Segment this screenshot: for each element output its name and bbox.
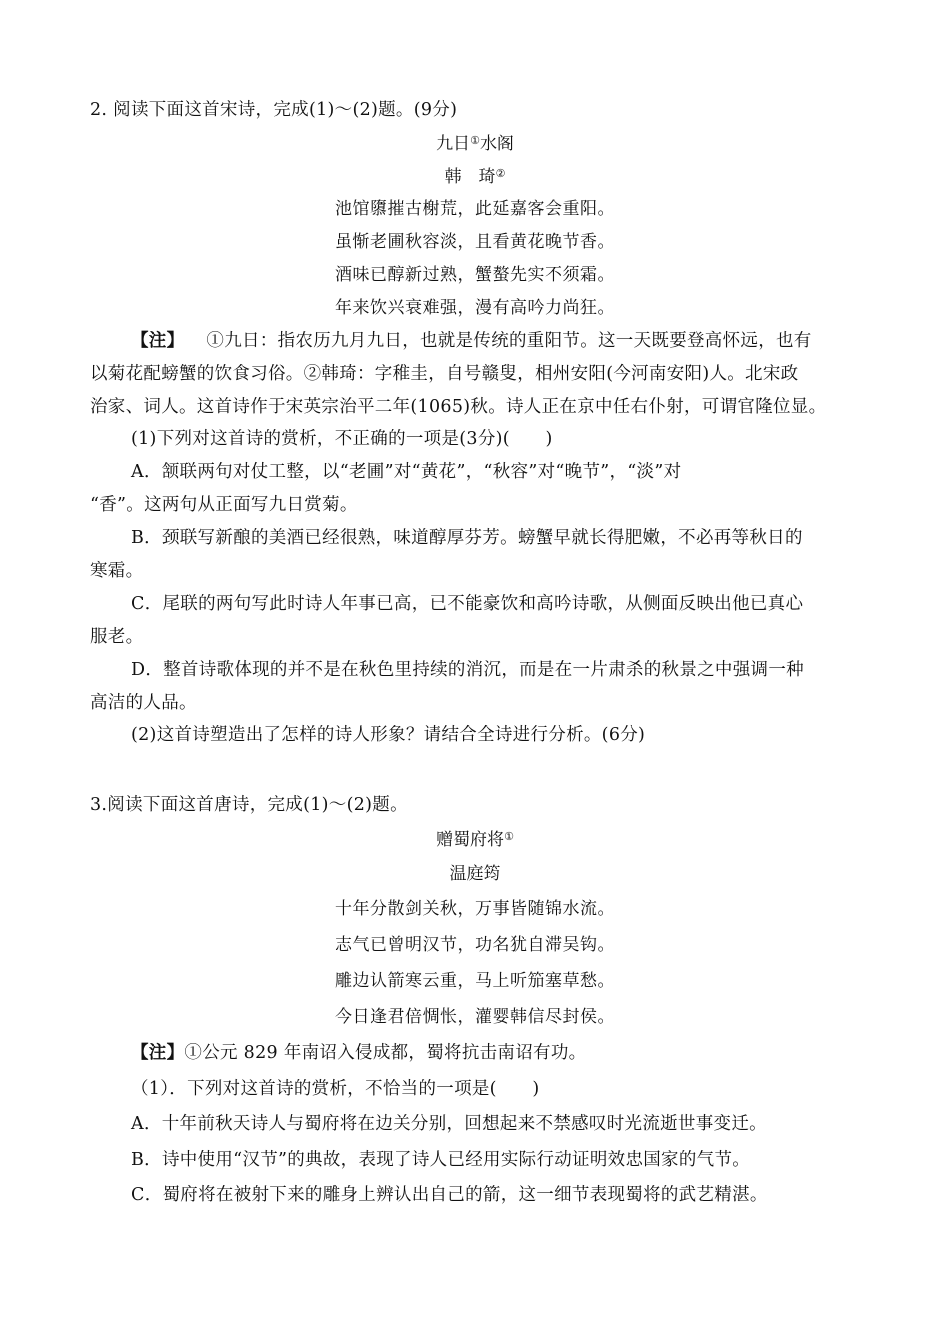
- q2-author-text: 韩 琦: [444, 167, 496, 187]
- q2-note-line: 治家、词人。这首诗作于宋英宗治平二年(1065)秋。诗人正在京中任右仆射，可谓官隆位显。: [90, 397, 827, 417]
- q2-note-line: ①九日：指农历九月九日，也就是传统的重阳节。这一天既要登高怀远，也有: [206, 331, 812, 351]
- q2-poem-line: 酒味已醇新过熟，蟹螯先实不须霜。: [335, 265, 615, 285]
- q3-sub-question-1: （1）．下列对这首诗的赏析，不恰当的一项是( ): [131, 1079, 540, 1099]
- q3-poem-line: 十年分散剑关秋，万事皆随锦水流。: [335, 899, 615, 919]
- q2-poem-line: 虽惭老圃秋容淡，且看黄花晚节香。: [335, 232, 615, 252]
- q3-note-label: 【注】: [131, 1043, 185, 1063]
- q3-poem-line: 今日逢君倍惆怅，灌婴韩信尽封侯。: [335, 1007, 615, 1027]
- q2-option-b-cont: 寒霜。: [90, 561, 144, 581]
- q2-option-c: C．尾联的两句写此时诗人年事已高，已不能豪饮和高吟诗歌，从侧面反映出他已真心: [131, 594, 804, 614]
- q3-note-text: ①公元 829 年南诏入侵成都，蜀将抗击南诏有功。: [184, 1043, 587, 1063]
- q2-header: 2. 阅读下面这首宋诗，完成(1)～(2)题。(9分): [90, 100, 458, 120]
- q2-title-text: 九日: [436, 134, 471, 154]
- q3-header: 3.阅读下面这首唐诗，完成(1)～(2)题。: [90, 795, 408, 815]
- q2-sub-question-1: (1)下列对这首诗的赏析，不正确的一项是(3分)( ): [131, 429, 553, 449]
- q2-option-a-cont: “香”。这两句从正面写九日赏菊。: [90, 495, 358, 515]
- q3-poem-line: 志气已曾明汉节，功名犹自滞吴钩。: [335, 935, 615, 955]
- q2-poem-title: [0, 133, 950, 155]
- q2-poem-line: 年来饮兴衰难强，漫有高吟力尚狂。: [335, 298, 615, 318]
- q2-option-d: D．整首诗歌体现的并不是在秋色里持续的消沉，而是在一片肃杀的秋景之中强调一种: [131, 660, 804, 680]
- q3-poem-line: 雕边认箭寒云重，马上听笳塞草愁。: [335, 971, 615, 991]
- q3-option-b: B．诗中使用“汉节”的典故，表现了诗人已经用实际行动证明效忠国家的气节。: [131, 1150, 751, 1170]
- q3-option-a: A．十年前秋天诗人与蜀府将在边关分别，回想起来不禁感叹时光流逝世事变迁。: [131, 1114, 767, 1134]
- q3-title-text: 赠蜀府将: [436, 830, 505, 850]
- q2-note-first-line: [131, 330, 812, 352]
- q2-title-tail: 水阁: [479, 134, 514, 154]
- q2-poem-author: [0, 166, 950, 188]
- q2-option-b: B．颈联写新酿的美酒已经很熟，味道醇厚芬芳。螃蟹早就长得肥嫩，不必再等秋日的: [131, 528, 803, 548]
- q2-note-line: 以菊花配螃蟹的饮食习俗。②韩琦：字稚圭，自号赣叟，相州安阳(今河南安阳)人。北宋政: [90, 364, 799, 384]
- q2-option-a: A．颔联两句对仗工整，以“老圃”对“黄花”，“秋容”对“晚节”，“淡”对: [131, 462, 682, 482]
- q3-title-note-mark: ①: [504, 830, 514, 843]
- q3-option-c: C．蜀府将在被射下来的雕身上辨认出自己的箭，这一细节表现蜀将的武艺精湛。: [131, 1185, 768, 1205]
- q2-option-d-cont: 高洁的人品。: [90, 693, 197, 713]
- q2-note-label: 【注】: [131, 331, 185, 351]
- q3-poem-author: 温庭筠: [449, 864, 501, 884]
- q3-note: [131, 1042, 586, 1064]
- q2-sub-question-2: (2)这首诗塑造出了怎样的诗人形象？请结合全诗进行分析。(6分): [131, 725, 646, 745]
- q2-author-note-mark: ②: [495, 167, 506, 180]
- q2-title-note-mark: ①: [470, 134, 480, 147]
- q2-poem-line: 池馆隳摧古榭荒，此延嘉客会重阳。: [335, 199, 615, 219]
- q3-poem-title: [0, 829, 950, 851]
- q2-option-c-cont: 服老。: [90, 627, 144, 647]
